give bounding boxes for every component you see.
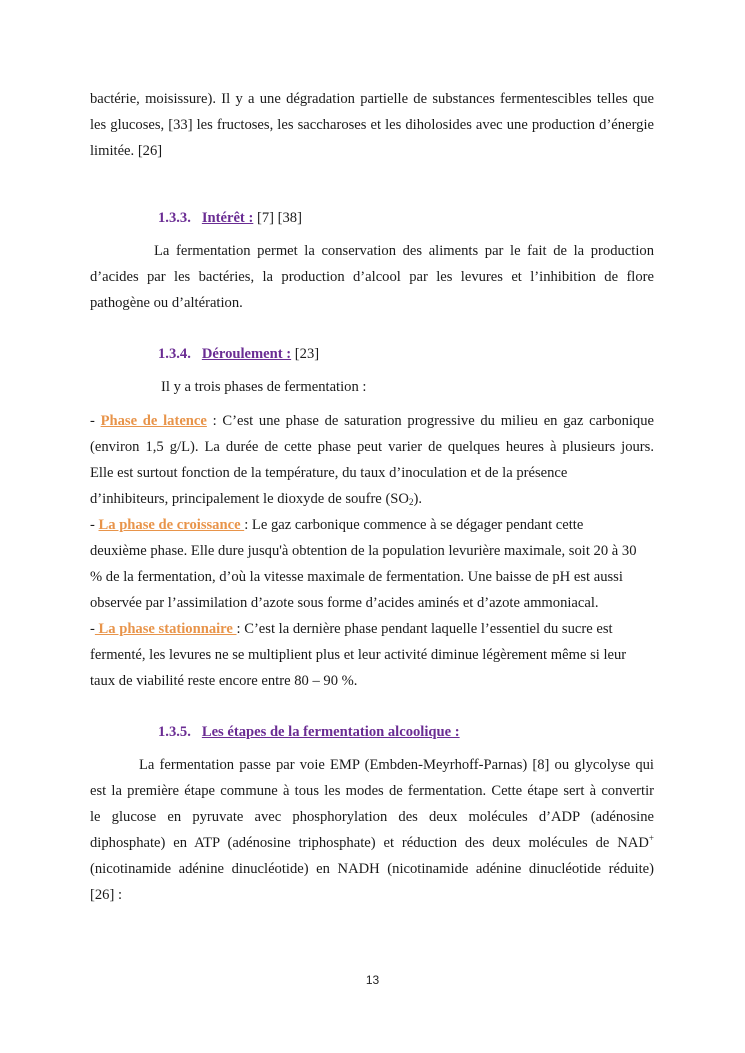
phase-latence-line: - Phase de latence : C’est une phase de saturation progressive du milieu en gaz carbonique bbox=[90, 413, 654, 429]
paragraph-line: d’inhibiteurs, principalement le dioxyde de soufre $(SO_2)$. bbox=[90, 491, 422, 507]
paragraph-line: les glucoses, [33] les fructoses, les saccharoses et les diholosides avec une production d’énergie bbox=[90, 117, 654, 133]
paragraph-line: % de la fermentation, d’où la vitesse maximale de fermentation. Une baisse de pH est aussi bbox=[90, 569, 623, 585]
section-number: 1.3.5. bbox=[158, 724, 191, 740]
section-title: Déroulement : bbox=[201, 346, 292, 362]
paragraph-line: (environ 1,5 g/L). La durée de cette phase peut varier de quelques heures à plusieurs jours. bbox=[90, 439, 654, 455]
paragraph-line: bactérie, moisissure). Il y a une dégradation partielle de substances fermentescibles telles que bbox=[90, 91, 654, 107]
section-heading-deroulement bbox=[158, 344, 319, 364]
paragraph-line: pathogène ou d’altération. bbox=[90, 295, 243, 311]
paragraph-line: est la première étape commune à tous les modes de fermentation. Cette étape sert à convertir bbox=[90, 783, 654, 799]
section-heading-etapes bbox=[158, 722, 460, 742]
section-heading-interet bbox=[158, 208, 302, 228]
paragraph-line: d’acides par les bactéries, la production d’alcool par les levures et l’inhibition de flore bbox=[90, 269, 654, 285]
section-number: 1.3.4. bbox=[158, 346, 191, 362]
intro-line: Il y a trois phases de fermentation : bbox=[161, 379, 367, 395]
section-title: Intérêt : bbox=[201, 210, 254, 226]
paragraph-line: La fermentation passe par voie EMP (Embden-Meyrhoff-Parnas) [8] ou glycolyse qui bbox=[139, 757, 654, 773]
phase-latence-term: Phase de latence bbox=[100, 413, 207, 429]
paragraph-line: Elle est surtout fonction de la température, du taux d’inoculation et de la présence bbox=[90, 465, 568, 481]
paragraph-line: La fermentation permet la conservation des aliments par le fait de la production bbox=[154, 243, 654, 259]
section-refs: [7] [38] bbox=[253, 210, 302, 226]
phase-stationnaire-term: La phase stationnaire bbox=[94, 621, 237, 637]
section-number: 1.3.3. bbox=[158, 210, 191, 226]
paragraph-line: deuxième phase. Elle dure jusqu'à obtention de la population levurière maximale, soit 20 à 30 bbox=[90, 543, 637, 559]
paragraph-line: le glucose en pyruvate avec phosphorylation des deux molécules d’ADP (adénosine bbox=[90, 809, 654, 825]
page-number: 13 bbox=[365, 973, 380, 987]
paragraph-line: limitée. [26] bbox=[90, 143, 163, 159]
phase-stationnaire-line: - La phase stationnaire : C’est la dernière phase pendant laquelle l’essentiel du sucre est bbox=[90, 621, 613, 637]
section-title: Les étapes de la fermentation alcoolique : bbox=[201, 724, 460, 740]
paragraph-line: taux de viabilité reste encore entre 80 – 90 %. bbox=[90, 673, 358, 689]
phase-croissance-term: La phase de croissance bbox=[98, 517, 245, 533]
paragraph-line: (nicotinamide adénine dinucléotide) en NADH (nicotinamide adénine dinucléotide réduite) bbox=[90, 861, 654, 877]
paragraph-line: fermenté, les levures ne se multiplient plus et leur activité diminue légèrement même si leur bbox=[90, 647, 627, 663]
paragraph-line: diphosphate) en ATP (adénosine triphosphate) et réduction des deux molécules de NAD+ bbox=[90, 833, 654, 851]
paragraph-line: observée par l’assimilation d’azote sous forme d’acides aminés et d’azote ammoniacal. bbox=[90, 595, 599, 611]
phase-croissance-line: - La phase de croissance : Le gaz carbonique commence à se dégager pendant cette bbox=[90, 517, 584, 533]
paragraph-line: [26] : bbox=[90, 887, 123, 903]
section-refs: [23] bbox=[291, 346, 320, 362]
